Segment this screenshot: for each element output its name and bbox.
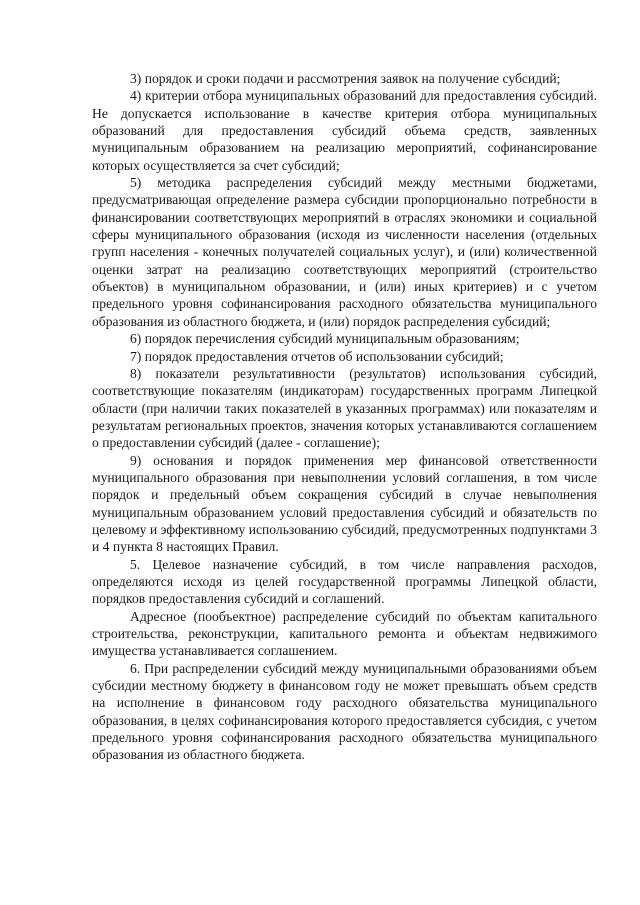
paragraph-item-9: 9) основания и порядок применения мер финансовой ответственности муниципального образования при невыполнении условий соглашения, в том числе порядок и предельный объем сокращения субсидий в случае невыполнения муниципальным образованием условий предоставления субсидий и обязательств по целевому и эффективному использованию субсидий, предусмотренных подпунктами 3 и 4 пункта 8 настоящих Правил. — [92, 452, 597, 555]
paragraph-point-6: 6. При распределении субсидий между муниципальными образованиями объем субсидии местному бюджету в финансовом году не может превышать объем средств на исполнение в финансовом году расходного обязательства муниципального образования, в целях софинансирования которого предоставляется субсидия, с учетом предельного уровня софинансирования расходного обязательства муниципального образования из областного бюджета. — [92, 660, 597, 763]
paragraph-item-8: 8) показатели результативности (результатов) использования субсидий, соответствующие показателям (индикаторам) государственных программ Липецкой области (при наличии таких показателей в указанных программах) или показателям и результатам региональных проектов, значения которых устанавливаются соглашением о предоставлении субсидий (далее - соглашение); — [92, 365, 597, 451]
paragraph-item-3: 3) порядок и сроки подачи и рассмотрения заявок на получение субсидий; — [130, 71, 561, 86]
document-body — [92, 70, 597, 764]
paragraph-item-6: 6) порядок перечисления субсидий муниципальным образованиям; — [130, 331, 520, 347]
paragraph-item-5: 5) методика распределения субсидий между местными бюджетами, предусматривающая определение размера субсидии пропорционально потребности в финансировании соответствующих мероприятий в отраслях экономики и социальной сферы муниципального образования (исходя из численности населения (отдельных групп населения - конечных получателей социальных услуг), и (или) количественной оценки затрат на реализацию соответствующих мероприятий (строительство объектов) в муниципальном образовании, и (или) иных критериев) и с учетом предельного уровня софинансирования расходного обязательства муниципального образования из областного бюджета, и (или) порядок распределения субсидий; — [92, 175, 597, 329]
paragraph-address-distribution: Адресное (пообъектное) распределение субсидий по объектам капитального строительства, реконструкции, капитального ремонта и объектам недвижимого имущества устанавливается соглашением. — [92, 608, 597, 659]
paragraph-item-4: 4) критерии отбора муниципальных образований для предоставления субсидий. Не допускается использование в качестве критерия отбора муниципальных образований для предоставления субсидий объема средств, заявленных муниципальным образованием на реализацию мероприятий, софинансирование которых осуществляется за счет субсидий; — [92, 88, 597, 173]
paragraph-point-5: 5. Целевое назначение субсидий, в том числе направления расходов, определяются исходя из целей государственной программы Липецкой области, порядков предоставления субсидий и соглашений. — [92, 556, 597, 607]
paragraph-item-7: 7) порядок предоставления отчетов об использовании субсидий; — [130, 348, 504, 364]
